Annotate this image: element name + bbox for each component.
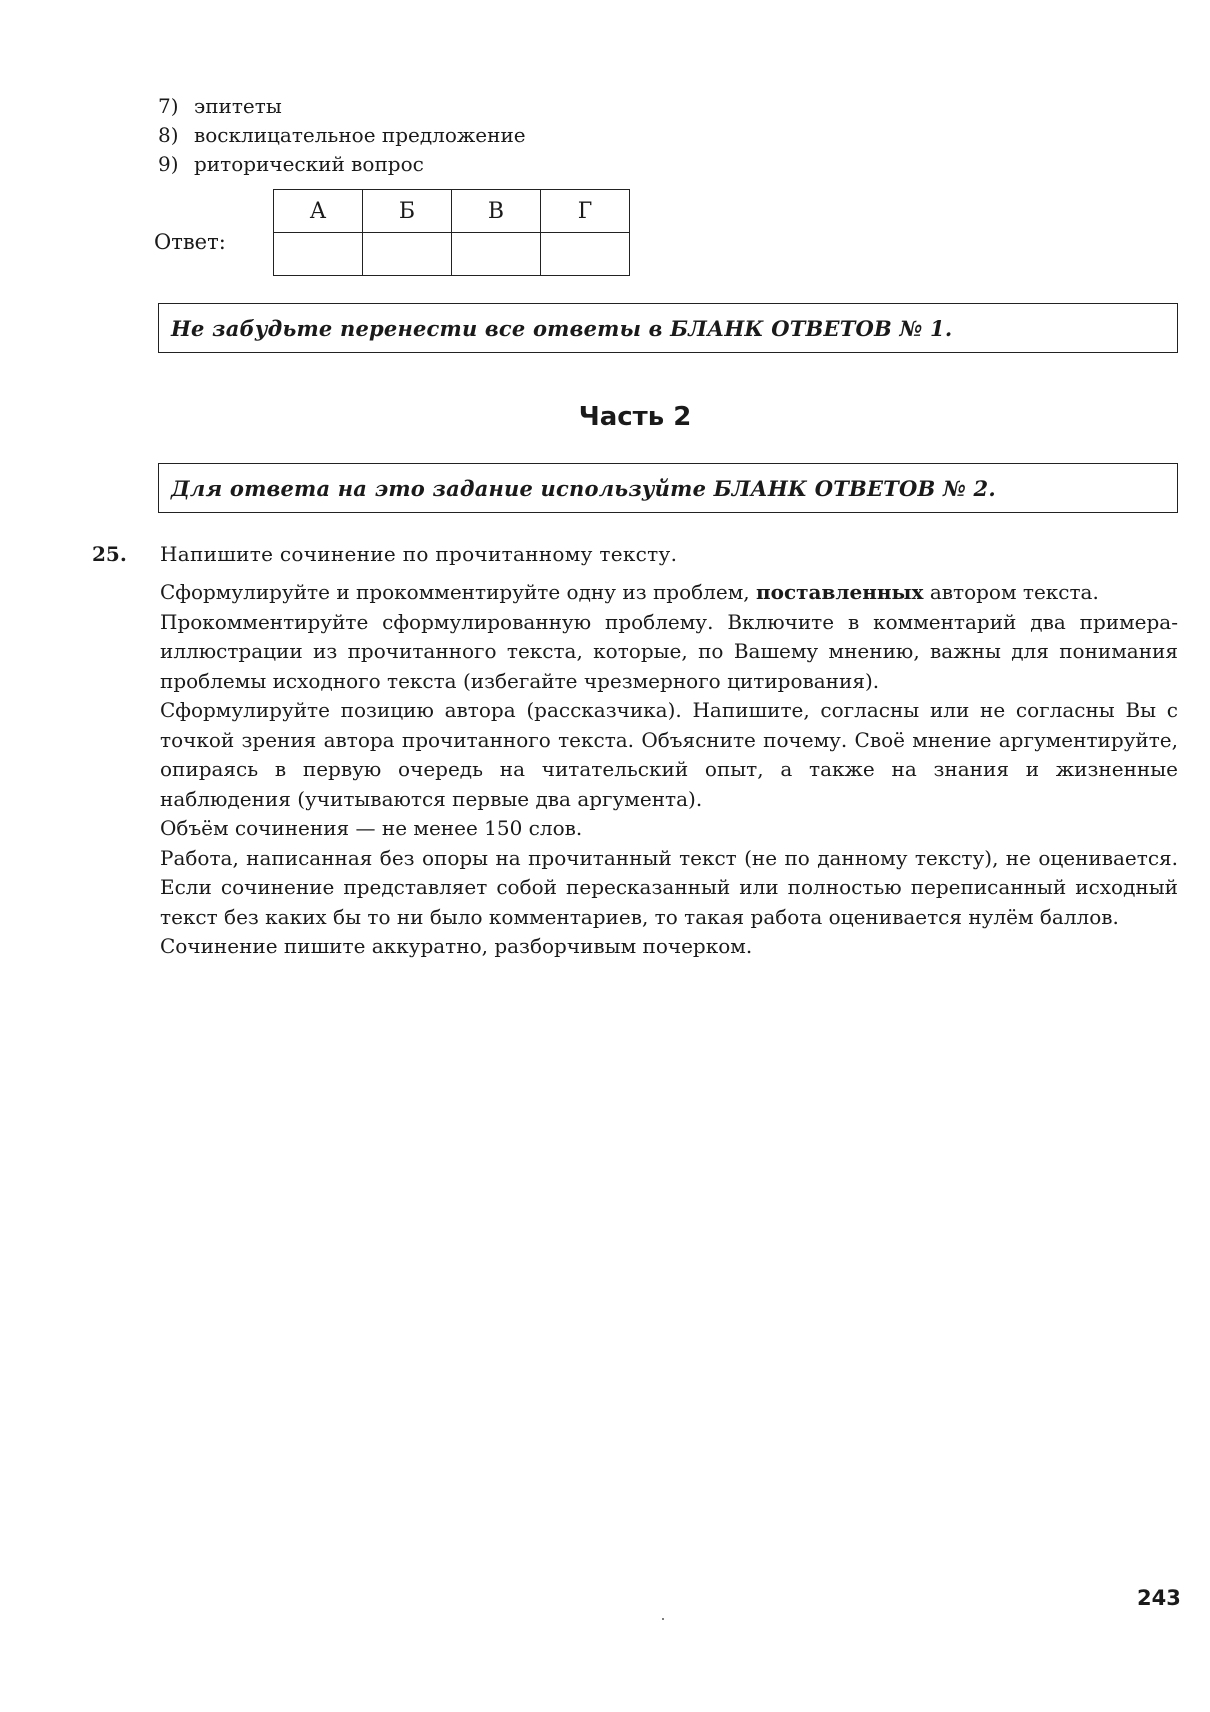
answer-header-cell: В: [452, 190, 541, 233]
page-number: 243: [1137, 1586, 1181, 1610]
instruction-text: Сформулируйте и прокомментируйте одну из проблем,: [160, 580, 756, 604]
answer-label: Ответ:: [154, 230, 226, 254]
instruction-paragraph: Объём сочинения — не менее 150 слов.: [160, 816, 583, 840]
answer-header-cell: А: [274, 190, 363, 233]
option-text: риторический вопрос: [194, 152, 424, 176]
answer-header-cell: Г: [541, 190, 630, 233]
notice-text: Не забудьте перенести все ответы в БЛАНК ОТВЕТОВ № 1.: [171, 315, 953, 341]
instruction-paragraph: Сформулируйте позицию автора (рассказчика). Напишите, согласны или не согласны Вы с точкой зрения автора прочитанного текста. Объясните почему. Своё мнение аргументируйте, опираясь в первую очередь на читательский опыт, а также на знания и жизненные наблюдения (учитываются первые два аргумента).: [160, 698, 1178, 811]
instruction-paragraph: Сочинение пишите аккуратно, разборчивым почерком.: [160, 934, 753, 958]
option-text: эпитеты: [194, 94, 282, 118]
answer-table: [273, 189, 630, 276]
answer-header-cell: Б: [363, 190, 452, 233]
list-item: [158, 92, 526, 121]
answer-header-row: [274, 190, 630, 233]
list-item: [158, 150, 526, 179]
notice-text: Для ответа на это задание используйте БЛАНК ОТВЕТОВ № 2.: [171, 475, 996, 501]
answer-cell[interactable]: [274, 233, 363, 276]
instruction-text: автором текста.: [923, 580, 1099, 604]
option-number: 9): [158, 152, 179, 176]
task-number: 25.: [92, 542, 127, 566]
answer-cell[interactable]: [541, 233, 630, 276]
option-text: восклицательное предложение: [194, 123, 526, 147]
answer-cell[interactable]: [363, 233, 452, 276]
task-instructions: [160, 578, 1178, 962]
options-list: [158, 92, 526, 179]
notice-use-form: [158, 463, 1178, 513]
instruction-paragraph: [160, 578, 1178, 608]
instruction-bold-text: поставленных: [756, 580, 924, 604]
option-number: 7): [158, 94, 179, 118]
instruction-paragraph: Прокомментируйте сформулированную проблему. Включите в комментарий два примера-иллюстрации из прочитанного текста, которые, по Вашему мнению, важны для понимания проблемы исходного текста (избегайте чрезмерного цитирования).: [160, 609, 1178, 693]
section-title: Часть 2: [578, 402, 692, 432]
notice-transfer-answers: [158, 303, 1178, 353]
instruction-paragraph: Работа, написанная без опоры на прочитанный текст (не по данному тексту), не оценивается. Если сочинение представляет собой пересказанный или полностью переписанный исходный текст без каких бы то ни было комментариев, то такая работа оценивается нулём баллов.: [160, 845, 1178, 929]
answer-cell[interactable]: [452, 233, 541, 276]
answer-input-row: [274, 233, 630, 276]
list-item: [158, 121, 526, 150]
scan-dot: [662, 1618, 664, 1620]
task-lead: Напишите сочинение по прочитанному тексту.: [160, 542, 678, 566]
option-number: 8): [158, 123, 179, 147]
